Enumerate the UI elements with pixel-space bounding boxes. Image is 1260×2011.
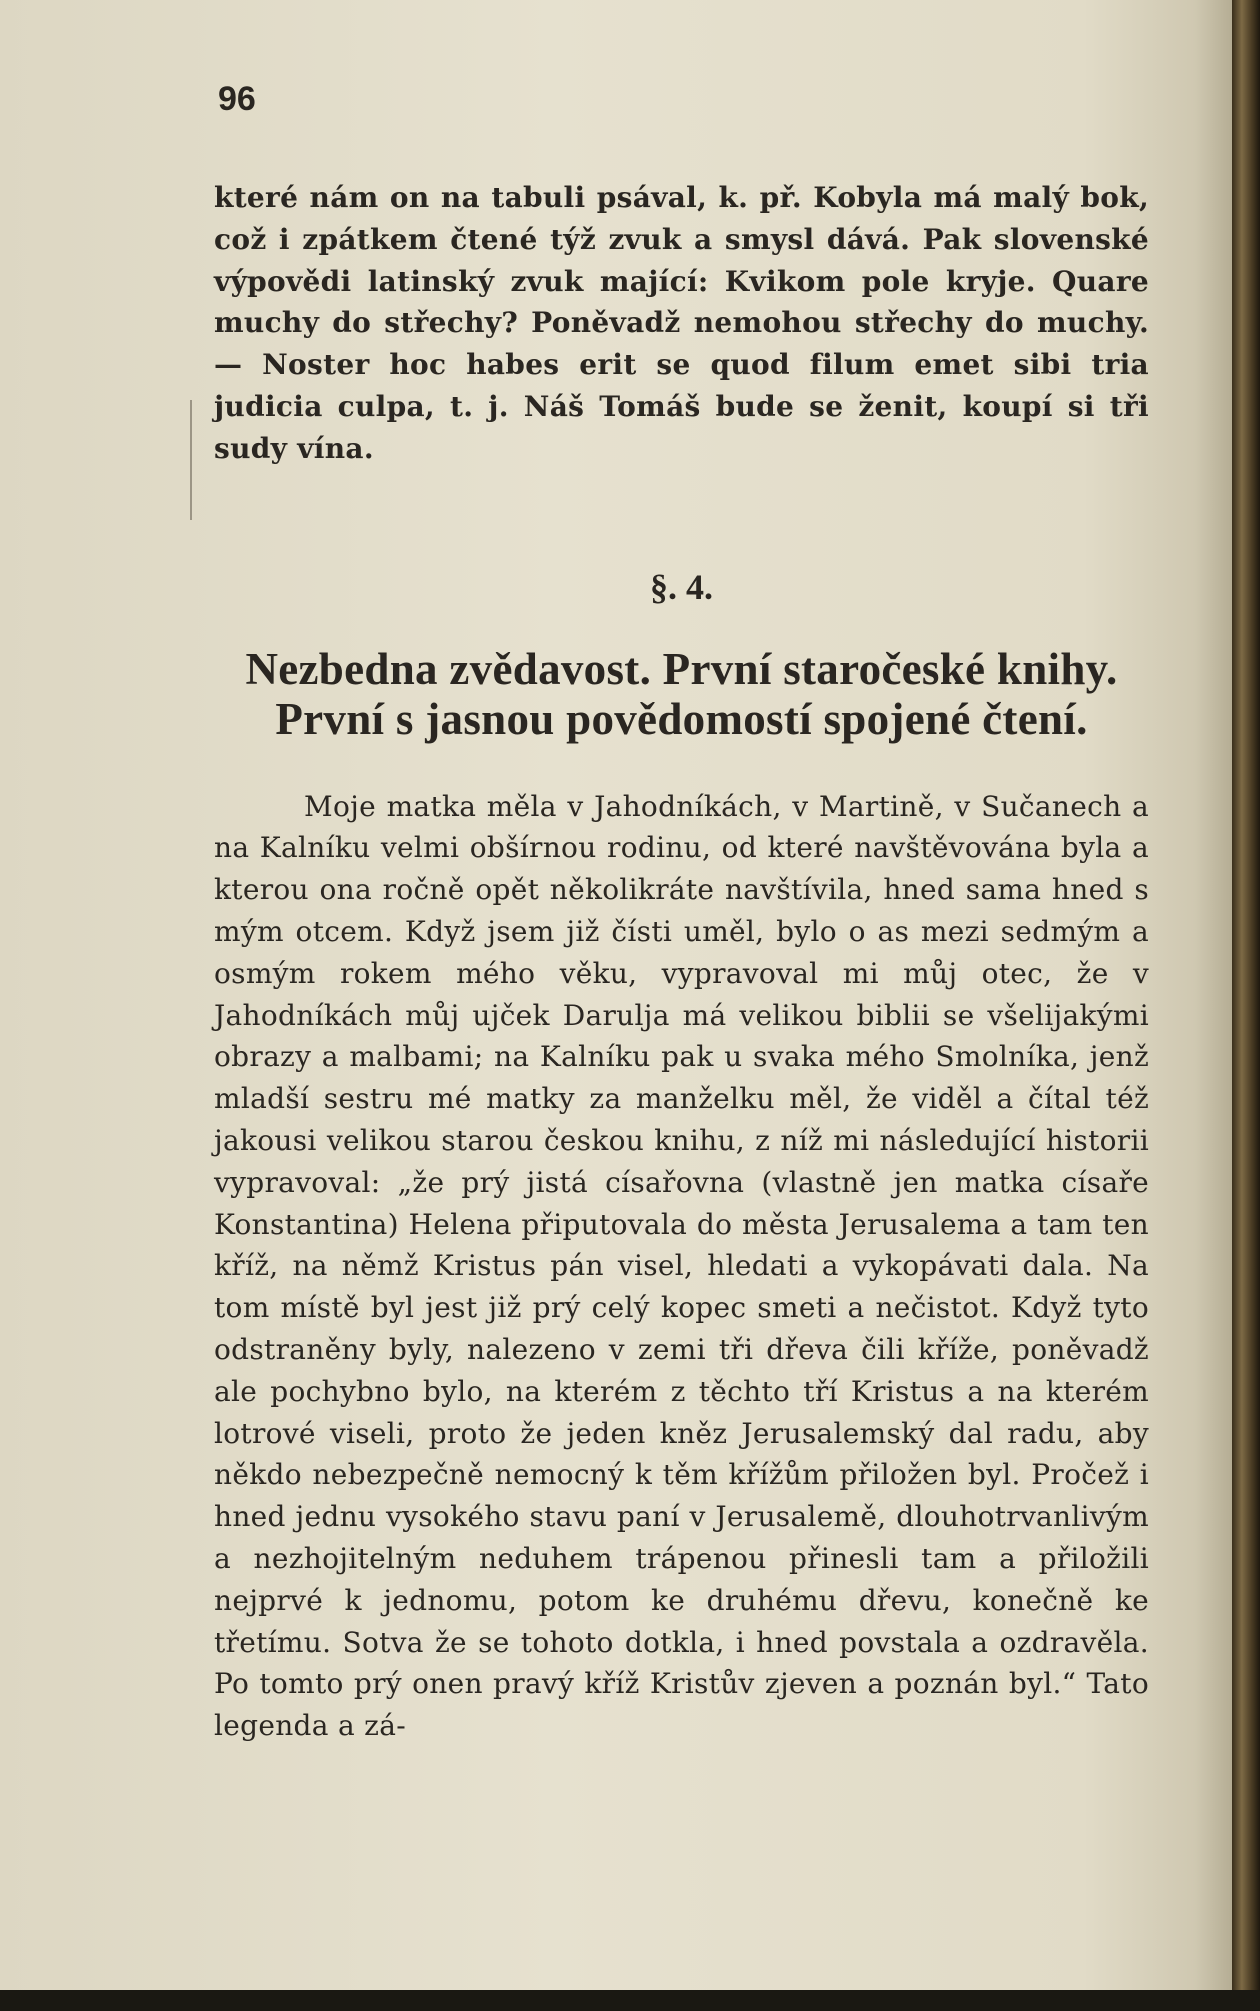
margin-mark: [190, 400, 192, 520]
top-paragraph: které nám on na tabuli psával, k. př. Kobyla má malý bok, což i zpátkem čtené týž zvuk a smysl dává. Pak slovenské výpovědi latinský zvuk mající: Kvikom pole kryje. Quare muchy do střechy? Poněvadž nemohou střechy do muchy. — Noster hoc habes erit se quod filum emet sibi tria judicia culpa, t. j. Náš Tomáš bude se ženit, koupí si tři sudy vína.: [214, 181, 1149, 465]
body-paragraph: Moje matka měla v Jahodníkách, v Martině, v Sučanech a na Kalníku velmi obšírnou rodinu, od které navštěvována byla a kterou ona ročně opět několikráte navštívila, hned sama hned s mým otcem. Když jsem již čísti uměl, bylo o as mezi sedmým a osmým rokem mého věku, vypravoval mi můj otec, že v Jahodníkách můj ujček Darulja má velikou biblii se všelijakými obrazy a malbami; na Kalníku pak u svaka mého Smolníka, jenž mladší sestru mé matky za manželku měl, že viděl a čítal též jakousi velikou starou českou knihu, z níž mi následující historii vypravoval: „že prý jistá císařovna (vlastně jen matka císaře Konstantina) Helena připutovala do města Jerusalema a tam ten kříž, na němž Kristus pán visel, hledati a vykopávati dala. Na tom místě byl jest již prý celý kopec smeti a nečistot. Když tyto odstraněny byly, nalezeno v zemi tři dřeva čili kříže, poněvadž ale pochybno bylo, na kterém z těchto tří Kristus a na kterém lotrové viseli, proto že jeden kněz Jerusalemský dal radu, aby někdo nebezpečně nemocný k těm křížům přiložen byl. Pročež i hned jednu vysokého stavu paní v Jerusalemě, dlouhotrvanlivým a nezhojitelným neduhem trápenou přinesli tam a přiložili nejprvé k jednomu, potom ke druhému dřevu, konečně ke třetímu. Sotva že se tohoto dotkla, i hned povstala a ozdravěla. Po tomto prý onen pravý kříž Kristův zjeven a poznán byl.“ Tato legenda a zá-: [214, 789, 1149, 1743]
section-mark: §. 4.: [650, 566, 713, 607]
page-content: [214, 80, 1149, 1747]
page-number: 96: [218, 80, 256, 118]
bottom-edge: [0, 1990, 1260, 2011]
section-heading: Nezbedna zvědavost. První staročeské knihy. První s jasnou povědomostí spojené čtení.: [245, 643, 1118, 744]
binding-edge: [1232, 0, 1260, 2011]
